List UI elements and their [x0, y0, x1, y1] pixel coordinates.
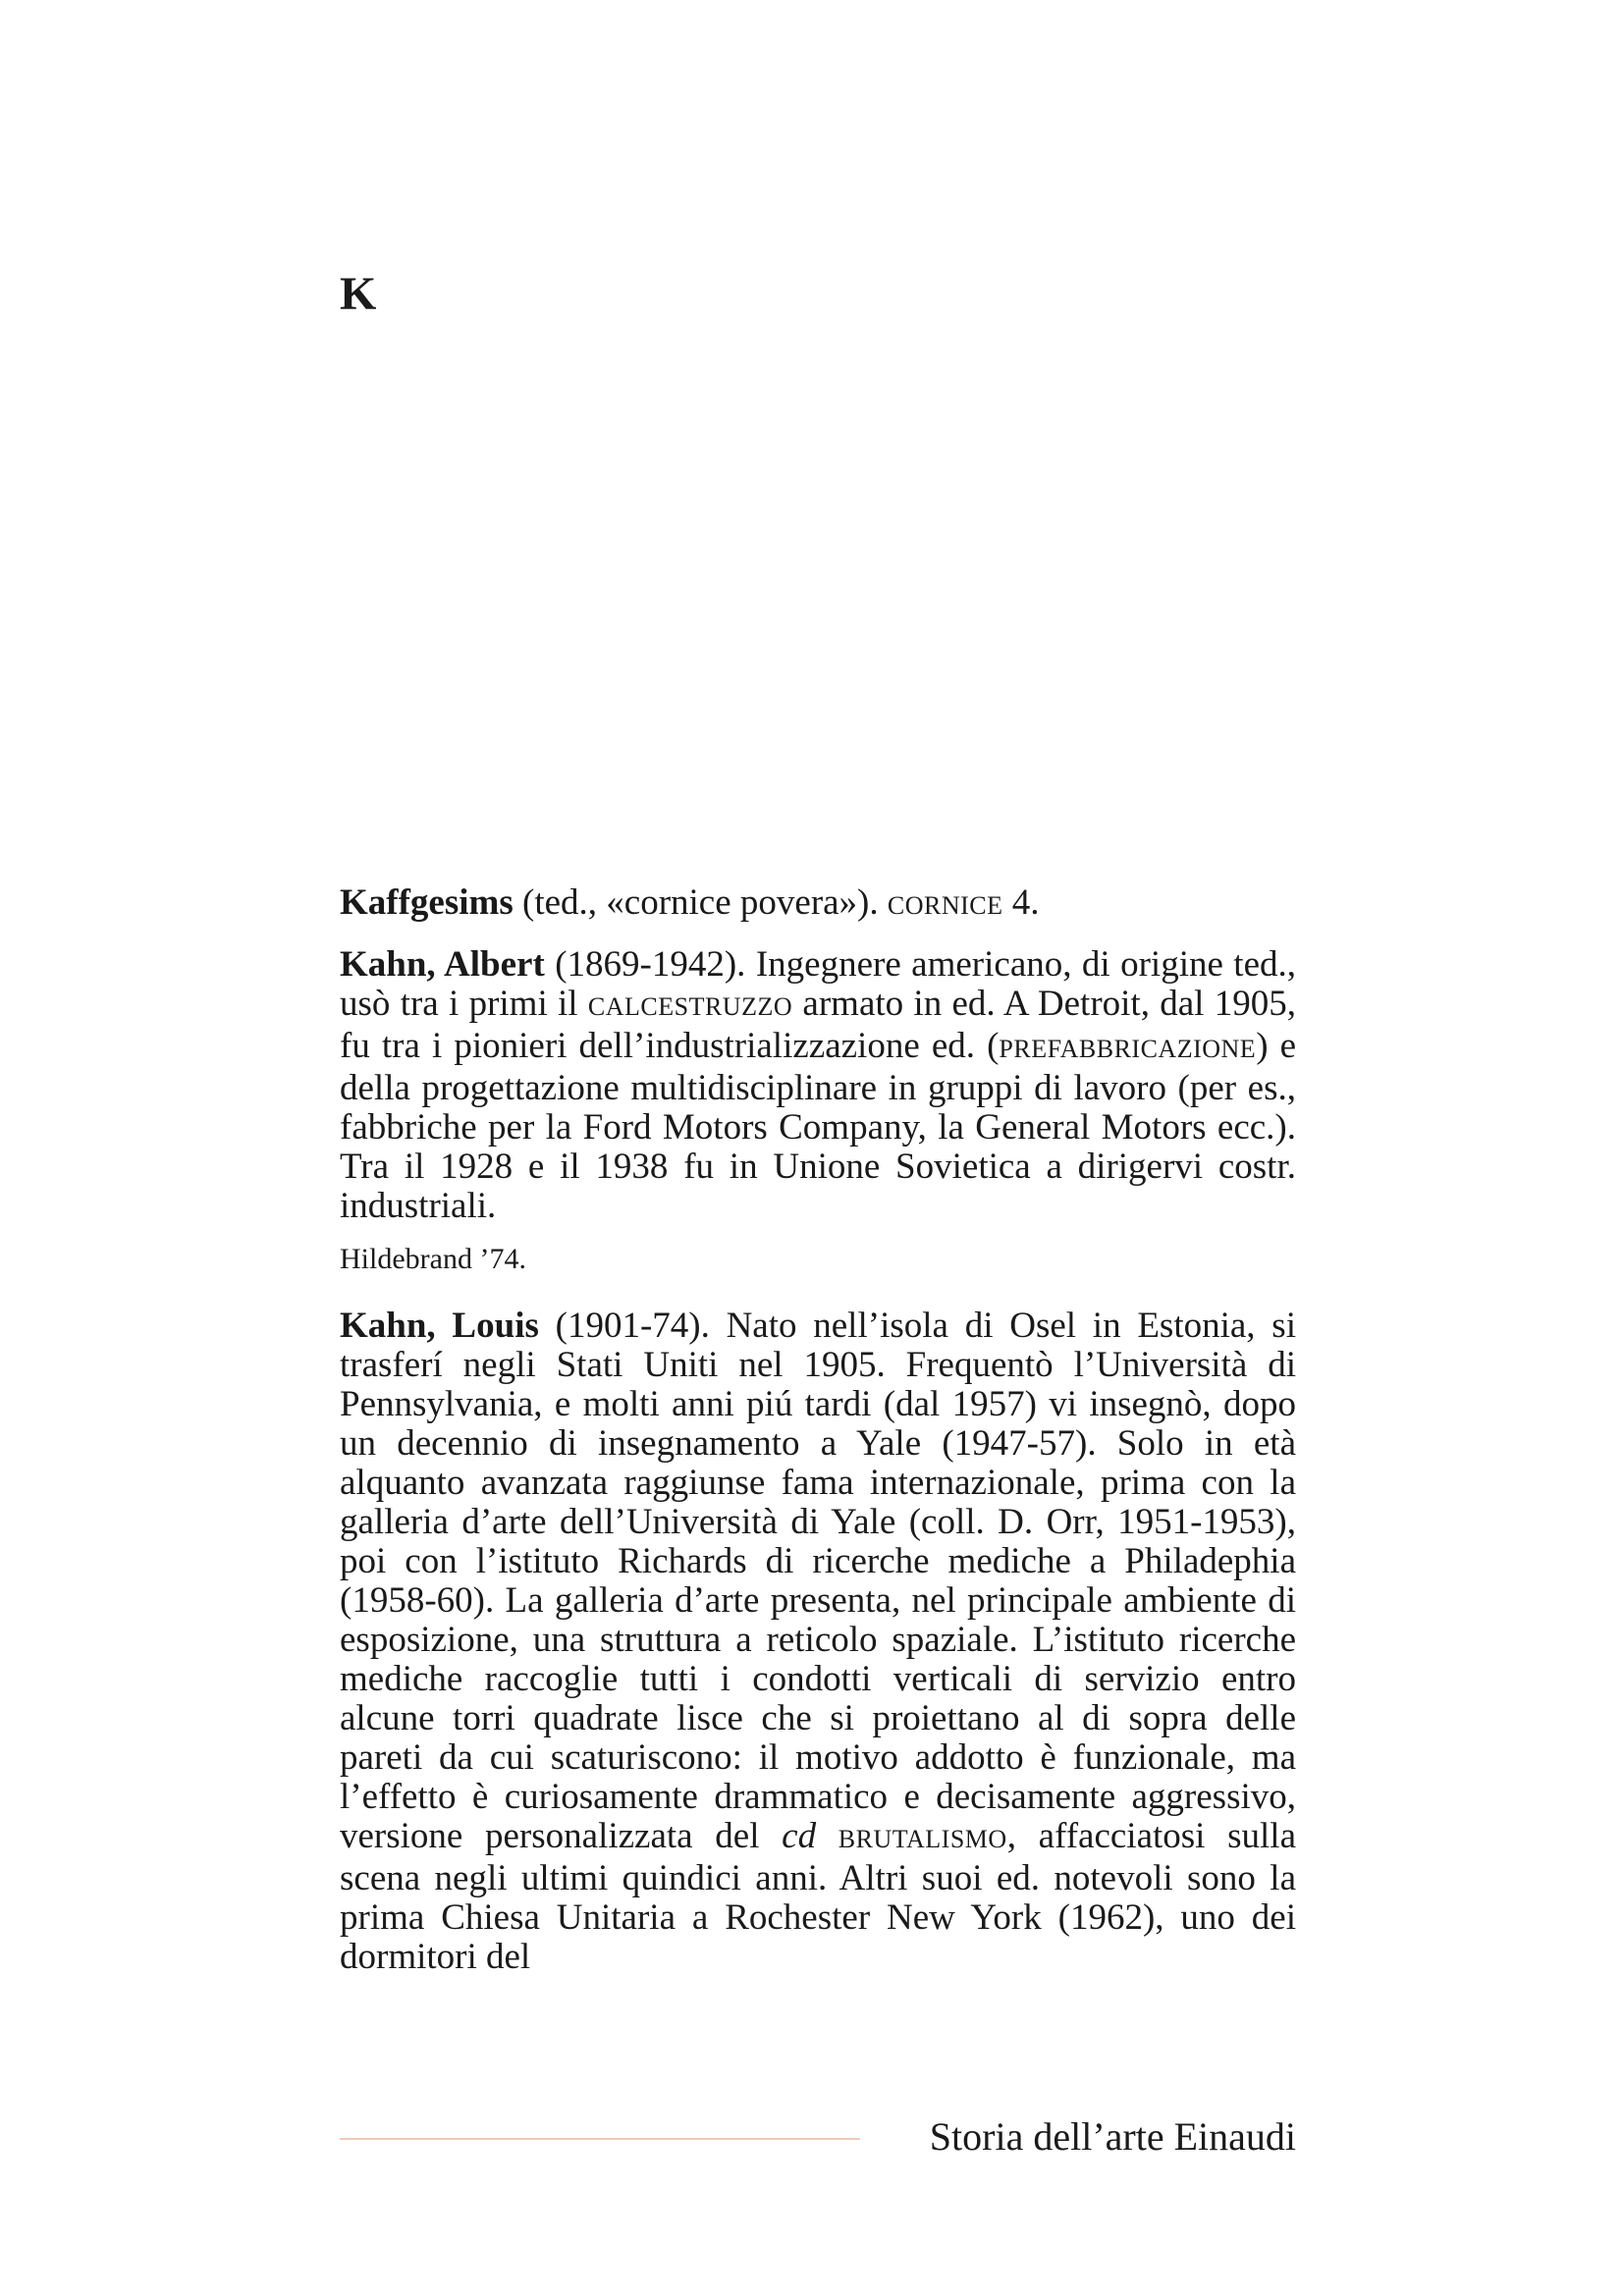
cross-reference[interactable]: PREFABBRICAZIONE: [999, 1035, 1257, 1063]
entry-text: (ted., «cornice povera»).: [513, 882, 888, 923]
entry-text: 4.: [1002, 882, 1040, 923]
entry-headword: Kaffgesims: [340, 882, 514, 923]
entry-text: [816, 1816, 839, 1856]
entry-text: (1901-74). Nato nell’isola di Osel in Estonia, si trasferí negli Stati Uniti nel 1905. Frequentò l’Università di Pennsylvania, e molti anni piú tardi (dal 1957) vi insegnò, dopo un decennio di insegnamento a Yale (1947-57). Solo in età alquanto avanzata raggiunse fama internazionale, prima con la galleria d’arte dell’Università di Yale (coll. D. Orr, 1951-1953), poi con l’istituto Richards di ricerche mediche a Philadephia (1958-60). La galleria d’arte presenta, nel principale ambiente di esposizione, una struttura a reticolo spaziale. L’istituto ricerche mediche raccoglie tutti i condotti verticali di servizio entro alcune torri quadrate lisce che si proiettano al di sopra delle pareti da cui scaturiscono: il motivo addotto è funzionale, ma l’effetto è curiosamente drammatico e decisamente aggressivo, versione personalizzata del: [340, 1306, 1296, 1856]
footer-divider: [340, 2138, 860, 2140]
bibliography-note: Hildebrand ’74.: [340, 1243, 526, 1275]
entry-headword: Kahn, Louis: [340, 1306, 539, 1346]
footer-title: Storia dell’arte Einaudi: [929, 2114, 1296, 2159]
section-letter: K: [340, 268, 377, 320]
entry-text: (1869-1942). Ingegnere americano, di origine ted., usò tra i primi il: [340, 944, 1297, 1024]
entry-text: , affacciatosi sulla scena negli ultimi quindici anni. Altri suoi ed. notevoli sono la prima Chiesa Unitaria a Rochester New York (1962), uno dei dormitori del: [340, 1816, 1296, 1977]
cross-reference[interactable]: CALCESTRUZZO: [587, 992, 793, 1021]
entry-kaffgesims: [340, 883, 1296, 926]
cross-reference[interactable]: BRUTALISMO: [838, 1825, 1007, 1853]
entry-abbreviation: cd: [782, 1816, 817, 1856]
entry-text: ) e della progettazione multidisciplinare in gruppi di lavoro (per es., fabbriche per la Ford Motors Company, la General Motors ecc.). Tra il 1928 e il 1938 fu in Unione Sovietica a dirigervi costr. industriali.: [340, 1026, 1297, 1226]
entry-headword: Kahn, Albert: [340, 944, 545, 985]
dictionary-entries: [340, 883, 1296, 1997]
entry-kahn-albert: [340, 945, 1296, 1226]
entry-kahn-louis: [340, 1307, 1296, 1977]
entry-text: armato in ed. A Detroit, dal 1905, fu tra i pionieri dell’industrializzazione ed. (: [340, 984, 1296, 1066]
cross-reference[interactable]: CORNICE: [887, 891, 1003, 920]
page-footer: [340, 2112, 1296, 2162]
